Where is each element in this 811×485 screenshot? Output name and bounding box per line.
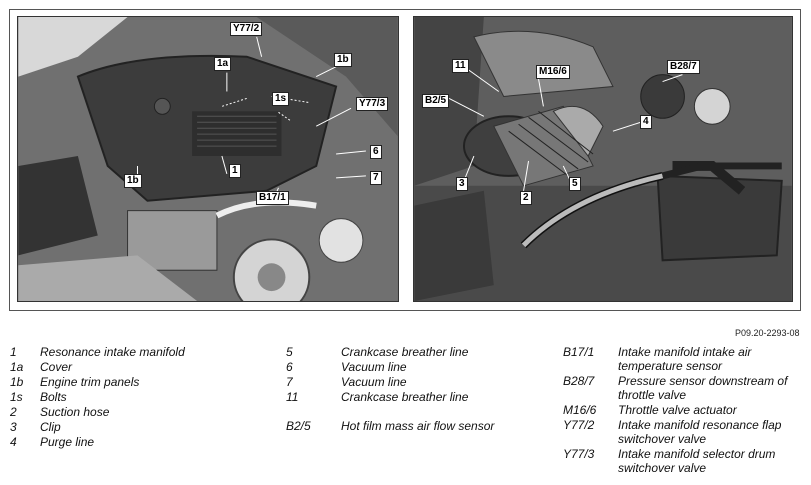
callout-11: 11 xyxy=(452,59,469,73)
legend-item xyxy=(10,390,270,405)
callout-b17-1: B17/1 xyxy=(256,191,289,205)
legend-code: 11 xyxy=(286,390,299,404)
callout-y77-2: Y77/2 xyxy=(230,22,262,36)
legend-item xyxy=(286,360,556,375)
legend-item xyxy=(286,419,556,434)
engine-illustration-right xyxy=(414,17,792,301)
legend-item xyxy=(563,345,803,374)
legend-desc: Cover xyxy=(40,360,73,374)
legend-desc: Crankcase breather line xyxy=(341,390,469,404)
legend-desc: Suction hose xyxy=(40,405,110,419)
callout-b2-5: B2/5 xyxy=(422,94,449,108)
callout-m16-6: M16/6 xyxy=(536,65,570,79)
legend-item xyxy=(286,390,556,405)
legend-item xyxy=(10,360,270,375)
legend-desc: Crankcase breather line xyxy=(341,345,469,359)
legend-code: 1b xyxy=(10,375,24,389)
callout-2: 2 xyxy=(520,191,532,205)
legend-desc: Intake manifold intake air temperature sensor xyxy=(618,345,752,373)
legend-item xyxy=(10,435,270,450)
legend-item xyxy=(563,447,803,476)
legend-code: 7 xyxy=(286,375,293,389)
legend-code: 4 xyxy=(10,435,17,449)
legend-item xyxy=(286,375,556,390)
legend-item xyxy=(563,403,803,418)
legend-code: 1 xyxy=(10,345,17,359)
legend-code: 1s xyxy=(10,390,23,404)
legend-desc: Intake manifold selector drum switchover valve xyxy=(618,447,776,475)
legend-code: B28/7 xyxy=(563,374,595,388)
legend-code: 1a xyxy=(10,360,24,374)
callout-b28-7: B28/7 xyxy=(667,60,700,74)
legend-code: B2/5 xyxy=(286,419,311,433)
legend-desc: Intake manifold resonance flap switchover valve xyxy=(618,418,782,446)
legend-desc: Throttle valve actuator xyxy=(618,403,737,417)
callout-5: 5 xyxy=(569,177,581,191)
legend-code: M16/6 xyxy=(563,403,597,417)
legend-code: Y77/2 xyxy=(563,418,595,432)
legend-desc: Clip xyxy=(40,420,61,434)
legend-item xyxy=(10,420,270,435)
legend-item xyxy=(563,374,803,403)
legend-desc: Bolts xyxy=(40,390,67,404)
legend-item xyxy=(286,345,556,360)
callout-6: 6 xyxy=(370,145,382,159)
legend-code: B17/1 xyxy=(563,345,595,359)
legend-desc: Hot film mass air flow sensor xyxy=(341,419,495,433)
callout-4: 4 xyxy=(640,115,652,129)
callout-7: 7 xyxy=(370,171,382,185)
legend-desc: Pressure sensor downstream of throttle valve xyxy=(618,374,788,402)
callout-1b-lower: 1b xyxy=(124,174,142,188)
callout-1: 1 xyxy=(229,164,241,178)
legend-item xyxy=(563,418,803,447)
legend-code: 3 xyxy=(10,420,17,434)
legend-item xyxy=(10,345,270,360)
callout-y77-3: Y77/3 xyxy=(356,97,388,111)
figure-reference-code: P09.20-2293-08 xyxy=(735,328,800,338)
legend-code: 2 xyxy=(10,405,17,419)
legend-desc: Engine trim panels xyxy=(40,375,140,389)
legend-item xyxy=(10,375,270,390)
legend-desc: Vacuum line xyxy=(341,360,407,374)
legend-column-2 xyxy=(286,345,556,434)
callout-1b-upper: 1b xyxy=(334,53,352,67)
callout-1s: 1s xyxy=(272,92,289,106)
legend-column-3 xyxy=(563,345,803,476)
legend-item xyxy=(10,405,270,420)
legend-column-1 xyxy=(10,345,270,450)
legend-code: 5 xyxy=(286,345,293,359)
legend-desc: Vacuum line xyxy=(341,375,407,389)
legend-desc: Resonance intake manifold xyxy=(40,345,185,359)
callout-3: 3 xyxy=(456,177,468,191)
legend-code: Y77/3 xyxy=(563,447,595,461)
legend-desc: Purge line xyxy=(40,435,95,449)
callout-1a: 1a xyxy=(214,57,231,71)
engine-compartment-photo-right xyxy=(413,16,793,302)
legend-spacer xyxy=(286,405,556,419)
legend-code: 6 xyxy=(286,360,293,374)
